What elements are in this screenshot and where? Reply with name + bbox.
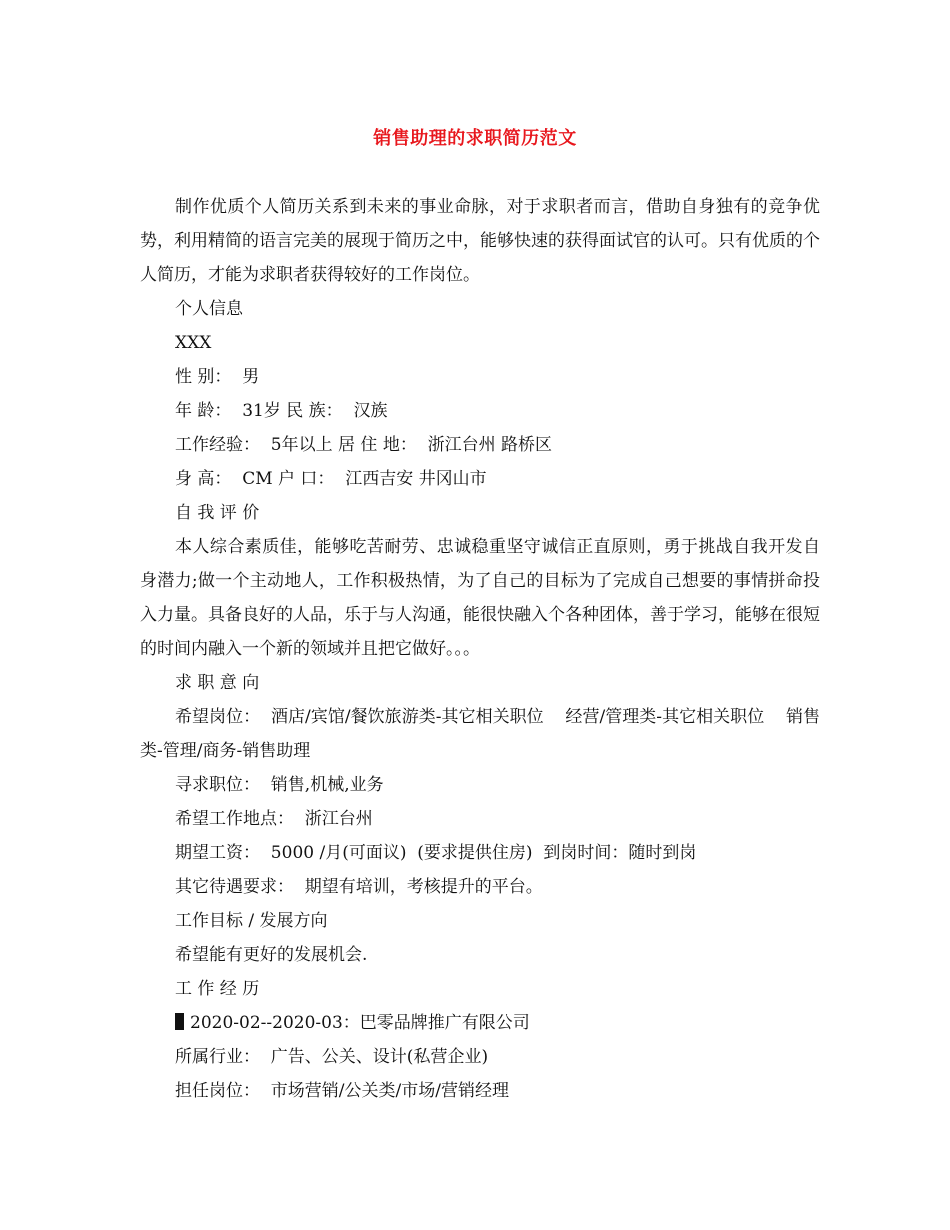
document-title: 销售助理的求职简历范文 (373, 128, 577, 149)
job-intention-heading: 求 职 意 向 (175, 673, 260, 693)
gender-line: 性 别： 男 (175, 367, 260, 387)
self-evaluation-heading: 自 我 评 价 (175, 503, 260, 523)
intro-paragraph: 制作优质个人简历关系到未来的事业命脉，对于求职者而言，借助自身独有的竞争优势，利用精简的语言完美的展现于简历之中，能够快速的获得面试官的认可。只有优质的个人简历，才能为求职者获得较好的工作岗位。 (140, 197, 820, 285)
desired-positions-line: 希望岗位： 酒店/宾馆/餐饮旅游类-其它相关职位 经营/管理类-其它相关职位 销售类-管理/商务-销售助理 (140, 707, 820, 761)
goals-text: 希望能有更好的发展机会. (175, 945, 368, 965)
position-line: 担任岗位： 市场营销/公关类/市场/营销经理 (175, 1081, 509, 1101)
self-evaluation-paragraph: 本人综合素质佳，能够吃苦耐劳、忠诚稳重坚守诚信正直原则，勇于挑战自我开发自身潜力;做一个主动地人，工作积极热情，为了自己的目标为了完成自己想要的事情拼命投入力量。具备良好的人品，乐于与人沟通，能很快融入个各种团体，善于学习，能够在很短的时间内融入一个新的领域并且把它做好。。。 (140, 537, 820, 659)
salary-line: 期望工资： 5000 /月(可面议) (要求提供住房) 到岗时间：随时到岗 (175, 843, 697, 863)
other-benefits-line: 其它待遇要求： 期望有培训，考核提升的平台。 (175, 877, 543, 897)
work-entry-line (140, 1006, 820, 1040)
block-bullet-icon (175, 1013, 184, 1030)
experience-residence-line: 工作经验： 5年以上 居 住 地： 浙江台州 路桥区 (175, 435, 553, 455)
document-body (140, 190, 820, 1108)
location-line: 希望工作地点： 浙江台州 (175, 809, 373, 829)
industry-line: 所属行业： 广告、公关、设计(私营企业) (175, 1047, 489, 1067)
seeking-positions-line: 寻求职位： 销售,机械,业务 (175, 775, 384, 795)
goals-heading: 工作目标 / 发展方向 (175, 911, 328, 931)
age-ethnicity-line: 年 龄： 31岁 民 族： 汉族 (175, 401, 388, 421)
personal-info-heading: 个人信息 (175, 299, 243, 319)
work-history-heading: 工 作 经 历 (175, 979, 260, 999)
work-entry-period: 2020-02--2020-03：巴零品牌推广有限公司 (190, 1013, 530, 1033)
height-hukou-line: 身 高： CM 户 口： 江西吉安 井冈山市 (175, 469, 487, 489)
name-line: XXX (175, 333, 212, 353)
